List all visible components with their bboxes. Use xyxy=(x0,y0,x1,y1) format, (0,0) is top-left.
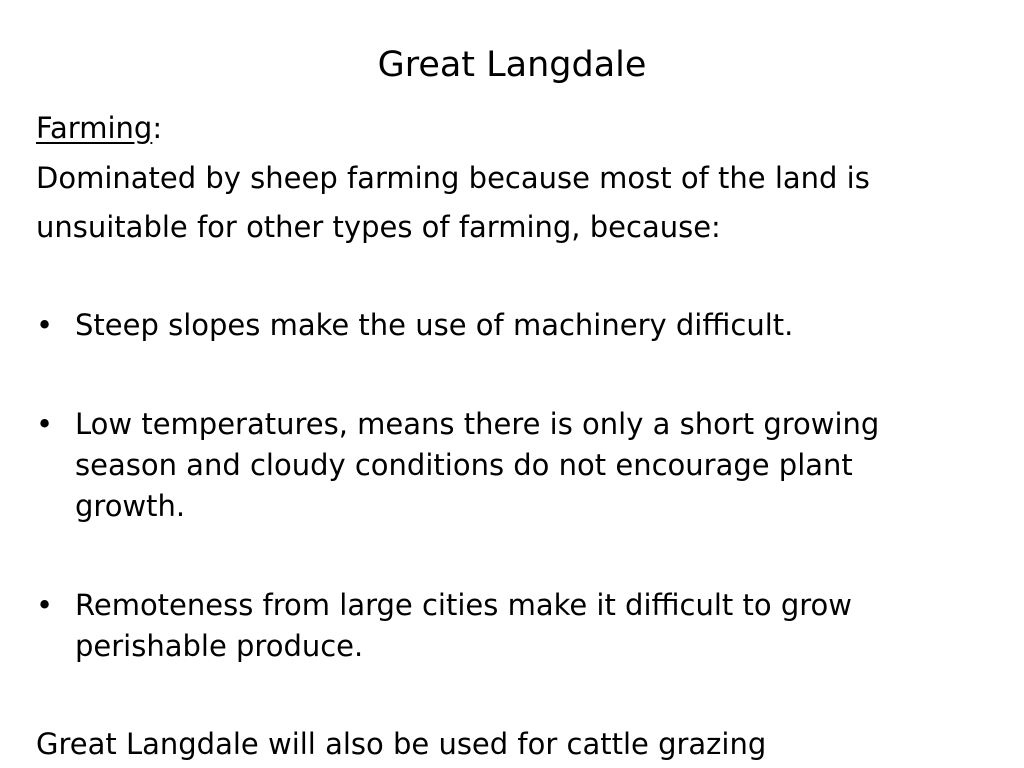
bullet-item xyxy=(36,585,966,667)
section-heading-label: Farming xyxy=(36,111,153,145)
bullet-text: Low temperatures, means there is only a short growing season and cloudy conditions do not encourage plant growth. xyxy=(75,407,880,523)
slide-title: Great Langdale xyxy=(377,45,647,85)
bullet-dot: • xyxy=(36,407,54,441)
bullet-item xyxy=(36,404,966,527)
intro-text-line-1: Dominated by sheep farming because most of the land is xyxy=(36,161,870,195)
intro-text-line-2: unsuitable for other types of farming, because: xyxy=(36,210,721,244)
section-heading xyxy=(36,104,162,152)
bullet-dot: • xyxy=(36,308,54,342)
bullet-text: Steep slopes make the use of machinery difficult. xyxy=(75,308,794,342)
bullet-text: Remoteness from large cities make it difficult to grow perishable produce. xyxy=(75,588,853,663)
closing-statement: Great Langdale will also be used for cattle grazing xyxy=(36,727,767,761)
bullet-dot: • xyxy=(36,588,54,622)
section-heading-colon: : xyxy=(152,111,163,145)
bullet-item xyxy=(36,305,966,346)
